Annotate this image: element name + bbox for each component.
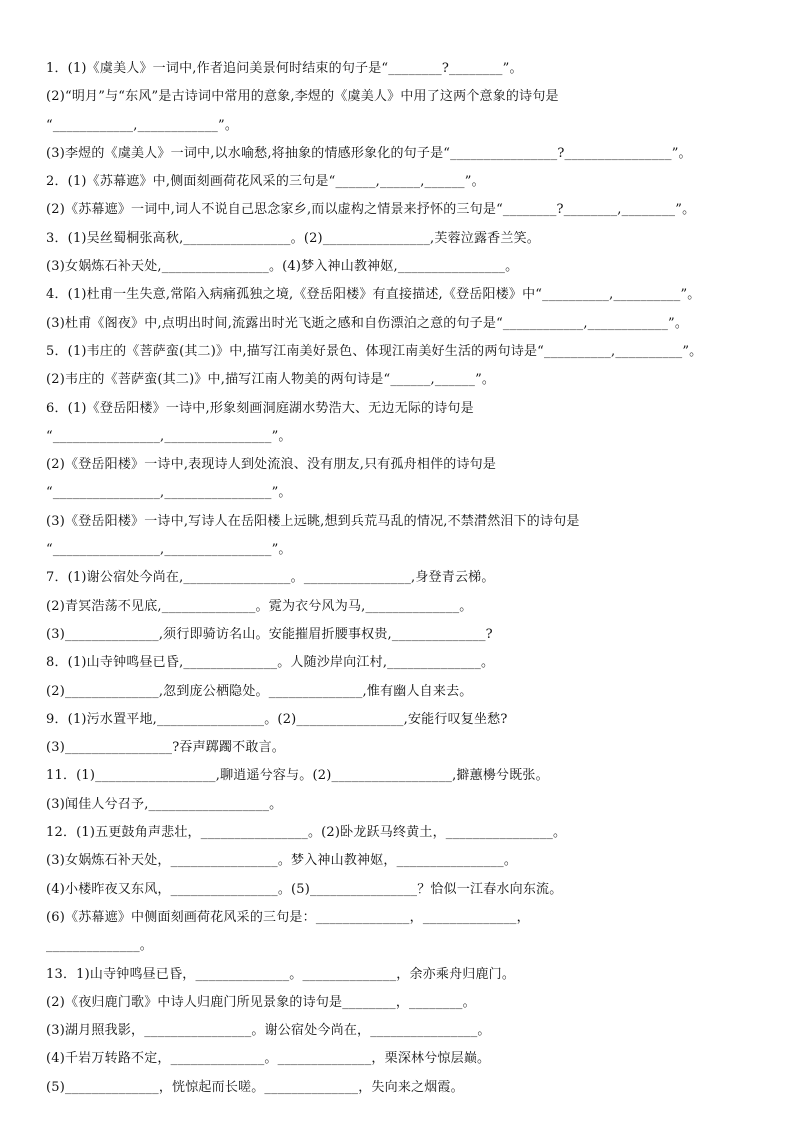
question-line: (4)小楼昨夜又东风，________________。(5)________________？恰似一江春水向东流。 (46, 881, 563, 897)
question-line: (2)______________,忽到庞公栖隐处。______________,惟有幽人自来去。 (46, 683, 473, 699)
question-line: 3．(1)吴丝蜀桐张高秋,________________。(2)________________,芙蓉泣露香兰笑。 (46, 230, 540, 246)
question-line: (3)女娲炼石补天处，________________。梦入神山教神妪，________________。 (46, 853, 518, 869)
question-line: (2)韦庄的《菩萨蛮(其二)》中,描写江南人物美的两句诗是“______,______”。 (46, 372, 496, 388)
question-line: (3)女娲炼石补天处,________________。(4)梦入神山教神妪,________________。 (46, 259, 519, 275)
question-line: 5．(1)韦庄的《菩萨蛮(其二)》中,描写江南美好景色、体现江南美好生活的两句诗是“__________,__________”。 (46, 343, 703, 359)
question-line: 11．(1)__________________,聊逍遥兮容与。(2)__________________,擗蕙櫋兮既张。 (46, 768, 549, 784)
question-line: (3)________________?吞声踯躅不敢言。 (46, 740, 285, 756)
question-line: “________________,________________”。 (46, 485, 292, 501)
question-line: 4．(1)杜甫一生失意,常陷入病痛孤独之境,《登岳阳楼》有直接描述,《登岳阳楼》中“__________,__________”。 (46, 287, 701, 303)
question-line: (3)李煜的《虞美人》一词中,以水喻愁,将抽象的情感形象化的句子是“________________?________________”。 (46, 145, 692, 161)
question-line: 8．(1)山寺钟鸣昼已昏,______________。人随沙岸向江村,______________。 (46, 655, 495, 671)
question-line: 1．(1)《虞美人》一词中,作者追问美景何时结束的句子是“________?________”。 (46, 61, 523, 76)
question-line: 7．(1)谢公宿处今尚在,________________。________________,身登青云梯。 (46, 570, 495, 586)
question-line: 13．1)山寺钟鸣昼已昏，______________。______________，余亦乘舟归鹿门。 (46, 966, 516, 982)
question-line: (4)千岩万转路不定，______________。______________，栗深林兮惊层巅。 (46, 1051, 491, 1067)
question-line: 9．(1)污水置平地,________________。(2)________________,安能行叹复坐愁? (46, 711, 508, 727)
question-line: “________________,________________”。 (46, 428, 292, 444)
question-line: (2)《苏幕遮》一词中,词人不说自己思念家乡,而以虚构之情景来抒怀的三句是“________?________,________”。 (46, 202, 696, 218)
question-line: (3)______________,须行即骑访名山。安能摧眉折腰事权贵,______________? (46, 626, 493, 642)
question-line: (6)《苏幕遮》中侧面刻画荷花风采的三句是：______________，______________， (46, 909, 530, 925)
question-line: 6．(1)《登岳阳楼》一诗中,形象刻画洞庭湖水势浩大、无边无际的诗句是 (46, 400, 474, 416)
question-line: (2)青冥浩荡不见底,______________。霓为衣兮风为马,______________。 (46, 598, 473, 614)
question-line: (2)“明月”与“东风”是古诗词中常用的意象,李煜的《虞美人》中用了这两个意象的诗句是 (46, 89, 559, 105)
question-line: “____________,____________”。 (46, 117, 239, 133)
question-line: (3)《登岳阳楼》一诗中,写诗人在岳阳楼上远眺,想到兵荒马乱的情况,不禁潸然泪下的诗句是 (46, 513, 580, 529)
question-line: ______________。 (46, 938, 153, 954)
question-line: 2．(1)《苏幕遮》中,侧面刻画荷花风采的三句是“______,______,______”。 (46, 174, 485, 190)
question-line: “________________,________________”。 (46, 542, 292, 558)
question-list (46, 55, 766, 1102)
question-line: (2)《登岳阳楼》一诗中,表现诗人到处流浪、没有朋友,只有孤舟相伴的诗句是 (46, 457, 497, 473)
question-line: (3)杜甫《阁夜》中,点明出时间,流露出时光飞逝之感和自伤漂泊之意的句子是“____________,____________”。 (46, 315, 689, 331)
question-line: (3)闻佳人兮召予,__________________。 (46, 796, 283, 812)
question-line: (3)湖月照我影，________________。谢公宿处今尚在，________________。 (46, 1023, 491, 1039)
question-line: (2)《夜归鹿门歌》中诗人归鹿门所见景象的诗句是________，________。 (46, 994, 476, 1010)
question-line: (5)______________，恍惊起而长嗟。______________，失向来之烟霞。 (46, 1079, 464, 1095)
question-line: 12．(1)五更鼓角声悲壮，________________。(2)卧龙跃马终黄土，________________。 (46, 825, 567, 841)
